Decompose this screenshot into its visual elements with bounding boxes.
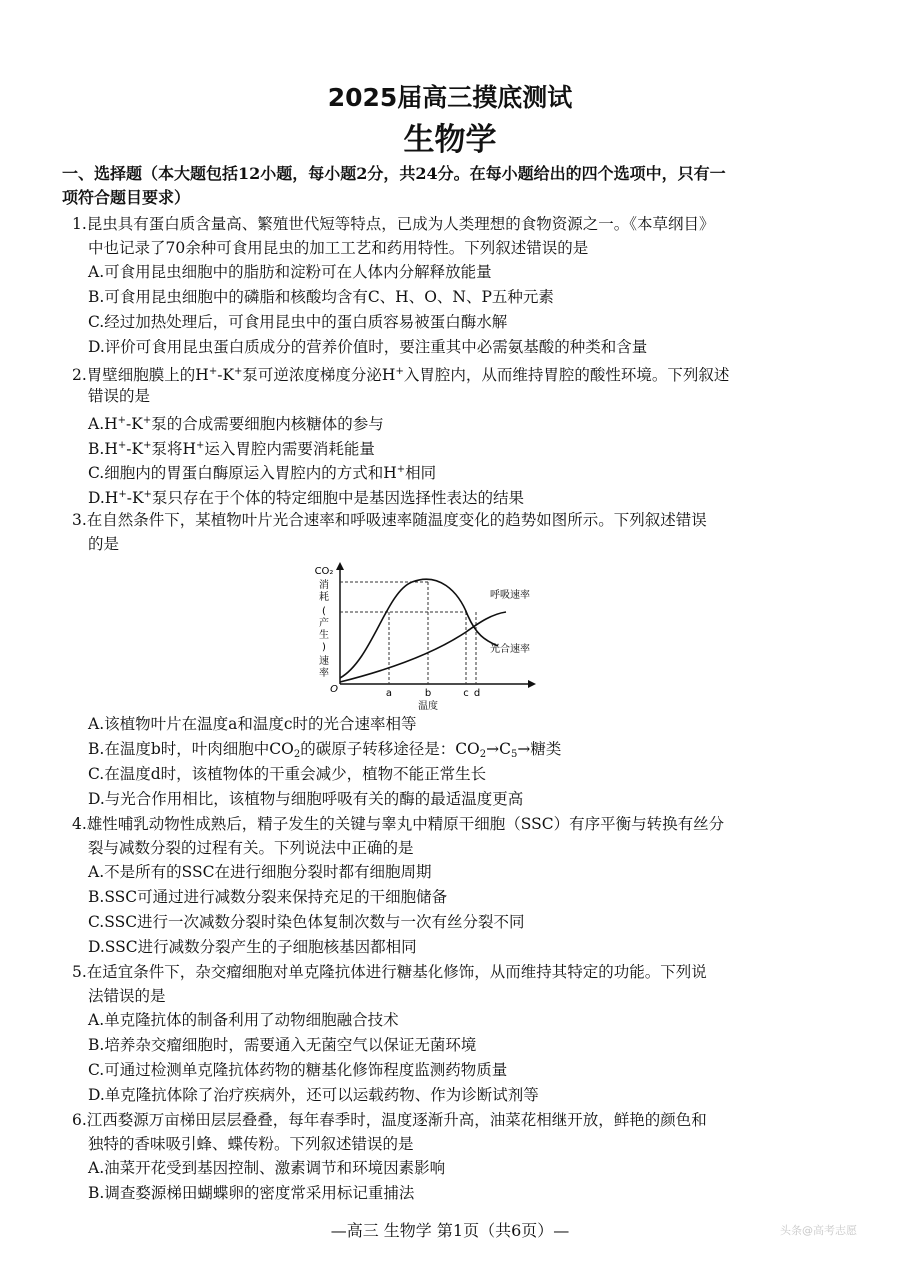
q2-option-c: C.细胞内的胃蛋白酶原运入胃腔内的方式和H+相同 [88, 464, 437, 482]
q5-option-b: B.培养杂交瘤细胞时，需要通入无菌空气以保证无菌环境 [88, 1036, 477, 1054]
section-heading: 一、选择题（本大题包括12小题，每小题2分，共24分。在每小题给出的四个选项中，只有一 [62, 164, 726, 183]
q4-option-a: A.不是所有的SSC在进行细胞分裂时都有细胞周期 [88, 863, 432, 881]
x-tick-a: a [385, 688, 393, 699]
photosynthesis-curve [340, 579, 498, 678]
q6-stem: 6.江西婺源万亩梯田层层叠叠，每年春季时，温度逐渐升高，油菜花相继开放，鲜艳的颜色和 [72, 1111, 707, 1129]
series-label-photosynthesis: 光合速率 [490, 644, 530, 655]
q3-stem-cont: 的是 [88, 535, 120, 553]
q5-option-d: D.单克隆抗体除了治疗疾病外，还可以运载药物、作为诊断试剂等 [88, 1086, 539, 1104]
q5-stem-cont: 法错误的是 [88, 987, 166, 1005]
series-label-respiration: 呼吸速率 [490, 590, 530, 601]
q2-option-a: A.H+-K+泵的合成需要细胞内核糖体的参与 [88, 415, 384, 433]
q2-option-d: D.H+-K+泵只存在于个体的特定细胞中是基因选择性表达的结果 [88, 489, 524, 507]
q3-option-b: B.在温度b时，叶肉细胞中$CO_2$的碳原子转移途径是：$CO_2\to C_5\to$糖类 [88, 740, 562, 760]
q5-stem: 5.在适宜条件下，杂交瘤细胞对单克隆抗体进行糖基化修饰，从而维持其特定的功能。下列说 [72, 963, 707, 981]
q3-option-a: A.该植物叶片在温度a和温度c时的光合速率相等 [88, 715, 417, 733]
q2-option-b: B.H+-K+泵将H+运入胃腔内需要消耗能量 [88, 440, 375, 458]
y-label-char: 耗 [319, 592, 329, 603]
q1-option-a: A.可食用昆虫细胞中的脂肪和淀粉可在人体内分解释放能量 [88, 263, 492, 281]
y-label-char: ) [322, 642, 326, 653]
y-label-char: 产 [319, 618, 329, 629]
q4-option-b: B.SSC可通过进行减数分裂来保持充足的干细胞储备 [88, 888, 448, 906]
y-label-char: ( [322, 606, 326, 617]
x-axis-arrow [528, 680, 536, 688]
y-label-char: 速 [319, 656, 329, 667]
y-label-co2: CO₂ [314, 566, 334, 577]
q6-stem-cont: 独特的香味吸引蜂、蝶传粉。下列叙述错误的是 [88, 1135, 414, 1153]
respiration-curve [340, 612, 506, 682]
origin-label: O [330, 684, 338, 695]
q1-option-d: D.评价可食用昆虫蛋白质成分的营养价值时，要注重其中必需氨基酸的种类和含量 [88, 338, 648, 356]
q6-option-a: A.油菜开花受到基因控制、激素调节和环境因素影响 [88, 1159, 446, 1177]
q1-stem: 1.昆虫具有蛋白质含量高、繁殖世代短等特点，已成为人类理想的食物资源之一。《本草纲目》 [72, 215, 715, 233]
q1-option-c: C.经过加热处理后，可食用昆虫中的蛋白质容易被蛋白酶水解 [88, 313, 508, 331]
q1-stem-cont: 中也记录了70余种可食用昆虫的加工工艺和药用特性。下列叙述错误的是 [88, 239, 589, 257]
q5-option-c: C.可通过检测单克隆抗体药物的糖基化修饰程度监测药物质量 [88, 1061, 508, 1079]
x-tick-b: b [424, 688, 432, 699]
q2-stem-cont: 错误的是 [88, 387, 151, 405]
q3-option-c: C.在温度d时，该植物体的干重会减少，植物不能正常生长 [88, 765, 487, 783]
x-tick-d: d [473, 688, 481, 699]
q2-stem: 2.胃壁细胞膜上的H+-K+泵可逆浓度梯度分泌H+入胃腔内，从而维持胃腔的酸性环境。下列叙述 [72, 366, 730, 384]
y-label-char: 率 [319, 668, 329, 679]
q3-stem: 3.在自然条件下，某植物叶片光合速率和呼吸速率随温度变化的趋势如图所示。下列叙述错误 [72, 511, 707, 529]
exam-title: 2025届高三摸底测试 [327, 83, 573, 112]
subject-title: 生物学 [403, 122, 497, 158]
q1-option-b: B.可食用昆虫细胞中的磷脂和核酸均含有C、H、O、N、P五种元素 [88, 288, 554, 306]
q4-option-d: D.SSC进行减数分裂产生的子细胞核基因都相同 [88, 938, 417, 956]
q5-option-a: A.单克隆抗体的制备利用了动物细胞融合技术 [88, 1011, 399, 1029]
watermark: 头条@高考志愿 [780, 1224, 857, 1237]
x-tick-c: c [463, 688, 469, 699]
q6-option-b: B.调查婺源梯田蝴蝶卵的密度常采用标记重捕法 [88, 1184, 415, 1202]
q4-option-c: C.SSC进行一次减数分裂时染色体复制次数与一次有丝分裂不同 [88, 913, 525, 931]
y-axis-arrow [336, 562, 344, 570]
rate-temperature-chart [300, 560, 560, 712]
q3-option-d: D.与光合作用相比，该植物与细胞呼吸有关的酶的最适温度更高 [88, 790, 524, 808]
x-label: 温度 [418, 701, 438, 712]
q4-stem-cont: 裂与减数分裂的过程有关。下列说法中正确的是 [88, 839, 414, 857]
q4-stem: 4.雄性哺乳动物性成熟后，精子发生的关键与睾丸中精原干细胞（SSC）有序平衡与转换有丝分 [72, 815, 725, 833]
y-label-char: 消 [319, 580, 329, 591]
section-heading-cont: 项符合题目要求） [62, 188, 191, 207]
y-label-char: 生 [319, 630, 329, 641]
page-footer: —高三 生物学 第1页（共6页）— [330, 1221, 570, 1240]
y-label [319, 578, 329, 679]
